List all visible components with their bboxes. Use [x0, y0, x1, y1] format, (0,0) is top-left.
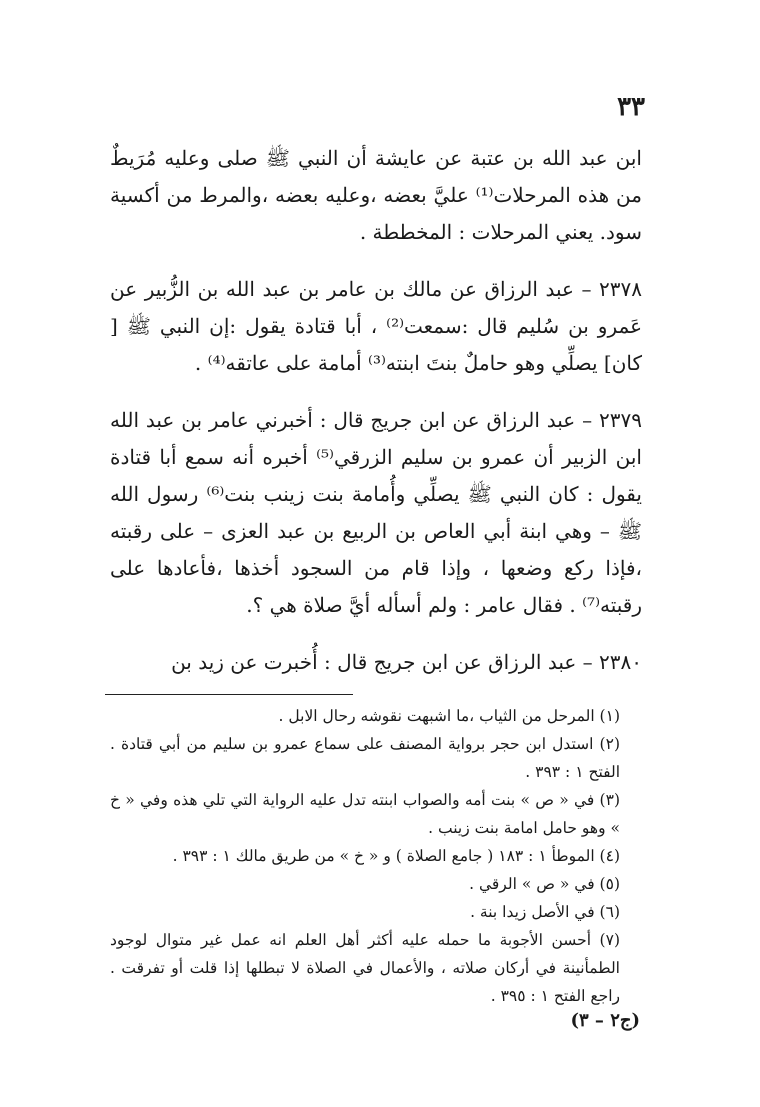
main-text	[110, 140, 642, 701]
hadith-2380: ٢٣٨٠ – عبد الرزاق عن ابن جريج قال : أُخبرت عن زيد بن	[171, 650, 642, 674]
footnote-6: (٦) في الأصل زيدا بنة .	[470, 903, 620, 921]
footnote-1: (١) المرحل من الثياب ،ما اشبهت نقوشه رحال الابل .	[278, 707, 620, 725]
page-number: ٣٣	[617, 92, 645, 122]
footnote-3: (٣) في « ص » بنت أمه والصواب ابنته تدل عليه الرواية التي تلي هذه وفي « خ » وهو حامل امامة بنت زينب .	[110, 791, 620, 837]
footnote-7: (٧) أحسن الأجوبة ما حمله عليه أكثر أهل العلم انه عمل غير متوال لوجود الطمأنينة في أركان صلاته ، والأعمال في الصلاة لا تبطلها إذا قلت أو تفرقت . راجع الفتح ١ : ٣٩٥ .	[110, 931, 620, 1005]
footnote-5: (٥) في « ص » الرقي .	[469, 875, 620, 893]
hadith-2379: ٢٣٧٩ – عبد الرزاق عن ابن جريج قال : أخبرني عامر بن عبد الله ابن الزبير أن عمرو بن سليم الزرقي⁽⁵⁾ أخبره أنه سمع أبا قتادة يقول : كان النبي ﷺ يصلِّي وأُمامة بنت زينب بنت⁽⁶⁾ رسول الله ﷺ – وهي ابنة أبي العاص بن الربيع بن عبد العزى – على رقبته ،فإذا ركع وضعها ، وإذا قام من السجود أخذها ،فأعادها على رقبته⁽⁷⁾ . فقال عامر : ولم أسأله أيَّ صلاة هي ؟.	[110, 408, 642, 617]
footnote-divider	[105, 694, 353, 695]
footnote-2: (٢) استدل ابن حجر برواية المصنف على سماع عمرو بن سليم من أبي قتادة . الفتح ١ : ٣٩٣ .	[110, 735, 620, 781]
hadith-2378: ٢٣٧٨ – عبد الرزاق عن مالك بن عامر بن عبد الله بن الزُّبير عن عَمرو بن سُليم قال :سمعت⁽²⁾ ، أبا قتادة يقول :إن النبي ﷺ [ كان] يصلِّي وهو حاملٌ بنتَ ابنته⁽³⁾ أمامة على عاتقه⁽⁴⁾ .	[110, 277, 642, 375]
footnote-4: (٤) الموطأ ١ : ١٨٣ ( جامع الصلاة ) و « خ » من طريق مالك ١ : ٣٩٣ .	[172, 847, 620, 865]
footnotes	[110, 702, 642, 1010]
paragraph-continuation: ابن عبد الله بن عتبة عن عايشة أن النبي ﷺ صلى وعليه مُرَيطٌ من هذه المرحلات⁽¹⁾ عليَّ بعضه ،وعليه بعضه ،والمرط من أكسية سود. يعني المرحلات : المخططة .	[110, 146, 642, 244]
section-reference: (ج٢ – ٣)	[570, 1010, 640, 1031]
